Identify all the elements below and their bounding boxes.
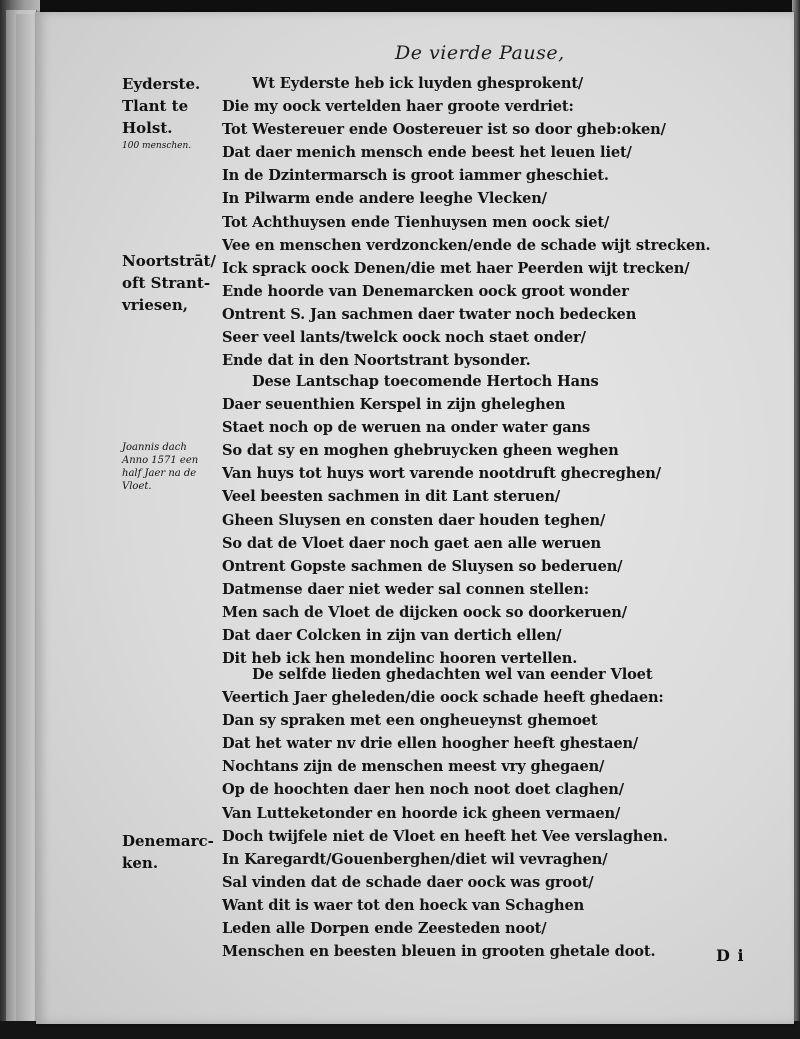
verse-line: Daer seuenthien Kerspel in zijn gheleghen (222, 396, 566, 414)
verse-line: Ick sprack oock Denen/die met haer Peerden wijt trecken/ (222, 259, 690, 277)
margin-note-line: Noortstrāt/ (122, 252, 216, 270)
verse-line: Dese Lantschap toecomende Hertoch Hans (252, 373, 599, 390)
signature-mark: D i (716, 946, 745, 965)
verse-line: Nochtans zijn de menschen meest vry ghegaen/ (222, 758, 605, 776)
verse-line: Doch twijfele niet de Vloet en heeft het Vee verslaghen. (222, 827, 668, 845)
verse-line: Dat daer Colcken in zijn van dertich ellen/ (222, 627, 562, 645)
verse-line: Menschen en beesten bleuen in grooten ghetale doot. (222, 943, 656, 961)
verse-line: Staet noch op de weruen na onder water gans (222, 419, 591, 437)
stanza-1 (222, 72, 711, 372)
verse-line: Tot Achthuysen ende Tienhuysen men oock siet/ (222, 213, 610, 231)
margin-note-line: Vloet. (122, 481, 152, 492)
margin-note-line: Denemarc- (122, 832, 214, 850)
verse-line: Dan sy spraken met een ongheueynst ghemoet (222, 712, 598, 730)
verse-line: Veel beesten sachmen in dit Lant steruen/ (222, 488, 561, 506)
margin-note-noortstrant (122, 250, 222, 316)
verse-line: Ontrent Gopste sachmen de Sluysen so bederuen/ (222, 557, 623, 575)
margin-note-line: vriesen, (122, 296, 188, 314)
stanza-3 (222, 663, 692, 963)
verse-line: So dat de Vloet daer noch gaet aen alle weruen (222, 534, 602, 552)
verse-line: De selfde lieden ghedachten wel van eender Vloet (252, 666, 653, 683)
verse-line: Datmense daer niet weder sal connen stellen: (222, 580, 589, 598)
verse-line: Dit heb ick hen mondelinc hooren vertellen. (222, 650, 578, 668)
verse-line: Want dit is waer tot den hoeck van Schaghen (222, 896, 585, 914)
verse-line: Gheen Sluysen en consten daer houden teghen/ (222, 511, 606, 529)
verse-line: Dat daer menich mensch ende beest het leuen liet/ (222, 144, 632, 162)
verse-line: Van huys tot huys wort varende nootdruft ghecreghen/ (222, 465, 661, 483)
margin-note-line: Eyderste. (122, 75, 201, 93)
margin-note-line: oft Strant- (122, 274, 211, 292)
verse-line: Seer veel lants/twelck oock noch staet onder/ (222, 329, 586, 347)
verse-line: Leden alle Dorpen ende Zeesteden noot/ (222, 920, 547, 938)
margin-note-denemarcken (122, 830, 222, 874)
margin-note-line: half Jaer na de (122, 468, 197, 479)
verse-line: Ende hoorde van Denemarcken oock groot wonder (222, 282, 629, 300)
verse-line: Ende dat in den Noortstrant bysonder. (222, 352, 531, 370)
verse-line: Wt Eyderste heb ick luyden ghesprokent/ (252, 75, 584, 92)
verse-line: Veertich Jaer gheleden/die oock schade heeft ghedaen: (222, 689, 664, 707)
margin-note-line: ken. (122, 854, 159, 872)
verse-line: Op de hoochten daer hen noch noot doet claghen/ (222, 781, 624, 799)
margin-note-eyderste (122, 73, 222, 153)
stanza-2 (222, 370, 692, 670)
margin-note-line: Tlant te (122, 97, 189, 115)
margin-note-line: Holst. (122, 119, 173, 137)
verse-line: So dat sy en moghen ghebruycken gheen weghen (222, 442, 619, 460)
verse-line: Tot Westereuer ende Oostereuer ist so door gheb:oken/ (222, 121, 666, 139)
margin-note-line: 100 menschen. (122, 141, 192, 151)
verse-line: Men sach de Vloet de dijcken oock so doorkeruen/ (222, 603, 627, 621)
verse-line: In de Dzintermarsch is groot iammer gheschiet. (222, 167, 609, 185)
verse-line: Van Lutteketonder en hoorde ick gheen vermaen/ (222, 804, 621, 822)
verse-line: Die my oock vertelden haer groote verdriet: (222, 98, 574, 116)
margin-note-line: Anno 1571 een (122, 455, 199, 466)
verse-line: Dat het water nv drie ellen hoogher heeft ghestaen/ (222, 735, 639, 753)
verse-line: In Pilwarm ende andere leeghe Vlecken/ (222, 190, 547, 208)
margin-note-joannis (122, 441, 222, 493)
running-head: De vierde Pause, (395, 42, 565, 64)
verse-line: Ontrent S. Jan sachmen daer twater noch bedecken (222, 305, 637, 323)
verse-line: Sal vinden dat de schade daer oock was groot/ (222, 873, 594, 891)
verse-line: In Karegardt/Gouenberghen/diet wil vevraghen/ (222, 850, 608, 868)
margin-note-line: Joannis dach (122, 442, 187, 453)
verse-line: Vee en menschen verdzoncken/ende de schade wijt strecken. (222, 236, 711, 254)
